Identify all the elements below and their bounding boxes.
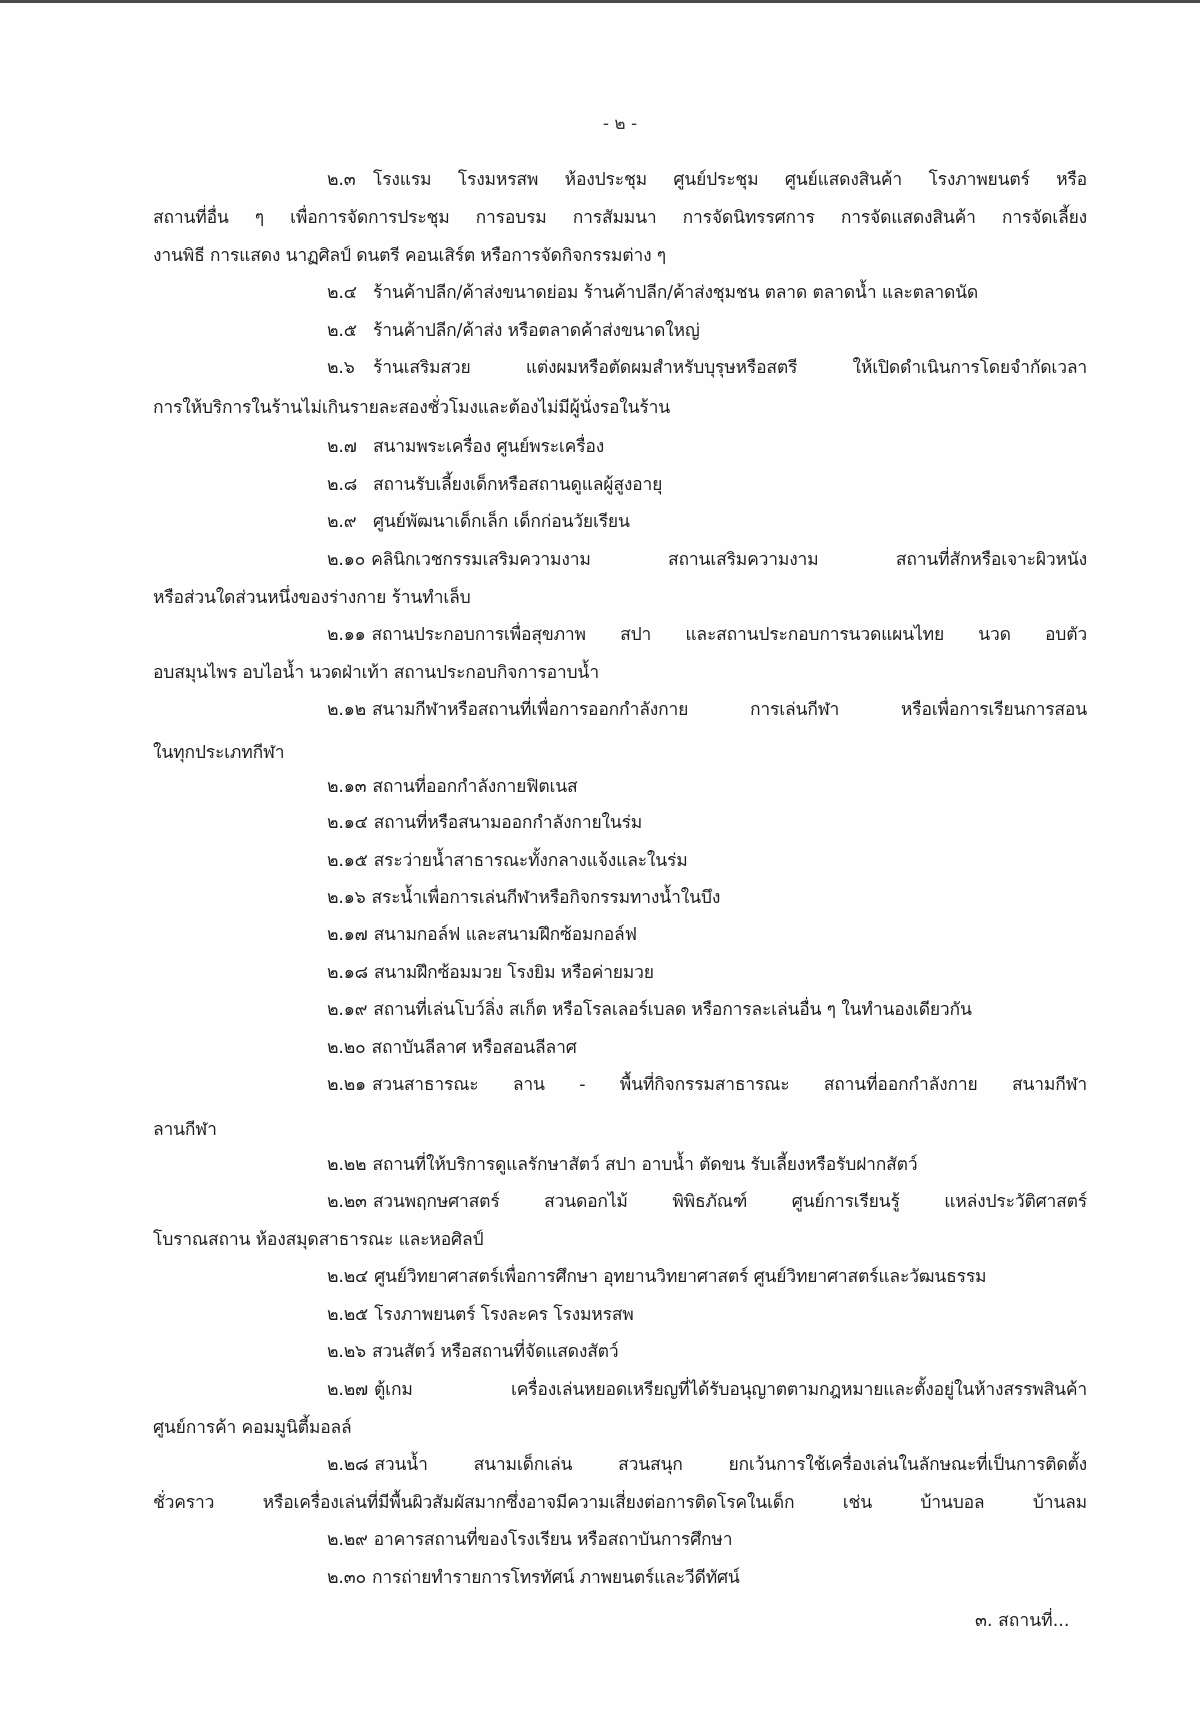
item-2-3-line-2: สถานที่อื่น ๆ เพื่อการจัดการประชุม การอบรม การสัมมนา การจัดนิทรรศการ การจัดแสดงสินค้า การจัดเลี้ยง (153, 208, 1087, 228)
item-text: ตู้เกม เครื่องเล่นหยอดเหรียญที่ได้รับอนุญาตตามกฎหมายและตั้งอยู่ในห้างสรรพสินค้า (374, 1380, 1087, 1400)
item-2-30 (327, 1566, 740, 1590)
item-text: สระว่ายน้ำสาธารณะทั้งกลางแจ้งและในร่ม (373, 851, 688, 871)
item-number: ๒.๒๙ (327, 1530, 368, 1550)
item-text: สถาบันลีลาศ หรือสอนลีลาศ (371, 1038, 577, 1058)
item-2-25 (327, 1303, 634, 1327)
item-text: ศูนย์พัฒนาเด็กเล็ก เด็กก่อนวัยเรียน (373, 512, 630, 532)
item-text: อาคารสถานที่ของโรงเรียน หรือสถาบันการศึกษา (373, 1530, 733, 1550)
item-2-4 (327, 281, 978, 305)
item-2-12-line-2: ในทุกประเภทกีฬา (153, 743, 285, 763)
item-2-7 (327, 435, 604, 459)
item-2-10-line-2: หรือส่วนใดส่วนหนึ่งของร่างกาย ร้านทำเล็บ (153, 588, 471, 608)
item-text: สนามกอล์ฟ และสนามฝึกซ้อมกอล์ฟ (373, 925, 637, 945)
item-number: ๒.๒๒ (327, 1155, 367, 1175)
item-2-6-line-2: การให้บริการในร้านไม่เกินรายละสองชั่วโมงและต้องไม่มีผู้นั่งรอในร้าน (153, 398, 670, 418)
item-2-18 (327, 961, 654, 985)
item-text: สนามฝึกซ้อมมวย โรงยิม หรือค่ายมวย (373, 963, 654, 983)
item-number: ๒.๑๘ (327, 963, 368, 983)
item-2-26 (327, 1340, 618, 1364)
item-text: สถานที่ให้บริการดูแลรักษาสัตว์ สปา อาบน้ำ ตัดขน รับเลี้ยงหรือรับฝากสัตว์ (372, 1155, 918, 1175)
item-number: ๒.๑๗ (327, 925, 368, 945)
item-2-12-line-1 (327, 698, 1087, 722)
item-2-5 (327, 319, 700, 343)
item-2-22 (327, 1153, 917, 1177)
item-text: สวนสัตว์ หรือสถานที่จัดแสดงสัตว์ (371, 1342, 619, 1362)
item-2-13 (327, 775, 578, 799)
item-number: ๒.๙ (327, 512, 357, 532)
item-text: สนามกีฬาหรือสถานที่เพื่อการออกกำลังกาย การเล่นกีฬา หรือเพื่อการเรียนการสอน (371, 700, 1087, 720)
item-text: สวนน้ำ สนามเด็กเล่น สวนสนุก ยกเว้นการใช้เครื่องเล่นในลักษณะที่เป็นการติดตั้ง (374, 1455, 1087, 1475)
item-number: ๒.๓๐ (327, 1568, 366, 1588)
item-number: ๒.๓ (327, 170, 356, 190)
item-number: ๒.๗ (327, 437, 357, 457)
item-2-8 (327, 473, 662, 497)
item-2-15 (327, 849, 688, 873)
item-number: ๒.๑๒ (327, 700, 366, 720)
item-text: ร้านเสริมสวย แต่งผมหรือตัดผมสำหรับบุรุษหรือสตรี ให้เปิดดำเนินการโดยจำกัดเวลา (373, 358, 1087, 378)
next-page-marker: ๓. สถานที่... (975, 1611, 1070, 1631)
item-2-3-line-1 (327, 168, 1087, 192)
item-2-24 (327, 1265, 986, 1289)
item-text: การถ่ายทำรายการโทรทัศน์ ภาพยนตร์และวีดีทัศน์ (371, 1568, 740, 1588)
item-text: ศูนย์วิทยาศาสตร์เพื่อการศึกษา อุทยานวิทยาศาสตร์ ศูนย์วิทยาศาสตร์และวัฒนธรรม (374, 1267, 987, 1287)
item-text: สระน้ำเพื่อการเล่นกีฬาหรือกิจกรรมทางน้ำในบึง (371, 888, 721, 908)
item-2-28-line-2: ชั่วคราว หรือเครื่องเล่นที่มีพื้นผิวสัมผัสมากซึ่งอาจมีความเสี่ยงต่อการติดโรคในเด็ก เช่น บ้านบอล บ้านลม (153, 1493, 1087, 1513)
item-number: ๒.๒๐ (327, 1038, 366, 1058)
item-2-3-line-3: งานพิธี การแสดง นาฏศิลป์ ดนตรี คอนเสิร์ต หรือการจัดกิจกรรมต่าง ๆ (153, 246, 666, 266)
item-2-21-line-1 (327, 1073, 1087, 1097)
item-number: ๒.๒๑ (327, 1075, 366, 1095)
item-2-21-line-2: ลานกีฬา (153, 1120, 217, 1140)
item-number: ๒.๑๕ (327, 851, 368, 871)
item-number: ๒.๑๐ (327, 550, 366, 570)
item-2-28-line-1 (327, 1453, 1087, 1477)
item-2-17 (327, 923, 637, 947)
item-number: ๒.๘ (327, 475, 357, 495)
item-number: ๒.๒๓ (327, 1192, 367, 1212)
item-2-27-line-2: ศูนย์การค้า คอมมูนิตี้มอลล์ (153, 1418, 352, 1438)
item-2-23-line-2: โบราณสถาน ห้องสมุดสาธารณะ และหอศิลป์ (153, 1230, 484, 1250)
item-text: สถานที่เล่นโบว์ลิ่ง สเก็ต หรือโรลเลอร์เบลด หรือการละเล่นอื่น ๆ ในทำนองเดียวกัน (373, 1000, 972, 1020)
item-2-29 (327, 1528, 732, 1552)
item-number: ๒.๑๑ (327, 625, 366, 645)
item-text: สถานที่ออกกำลังกายฟิตเนส (372, 777, 578, 797)
item-2-27-line-1 (327, 1378, 1087, 1402)
item-text: โรงแรม โรงมหรสพ ห้องประชุม ศูนย์ประชุม ศูนย์แสดงสินค้า โรงภาพยนตร์ หรือ (373, 170, 1087, 190)
page-number: - ๒ - (602, 114, 638, 134)
item-number: ๒.๒๔ (327, 1267, 369, 1287)
item-text: ร้านค้าปลีก/ค้าส่งขนาดย่อม ร้านค้าปลีก/ค้าส่งชุมชน ตลาด ตลาดน้ำ และตลาดนัด (373, 283, 979, 303)
item-text: ร้านค้าปลีก/ค้าส่ง หรือตลาดค้าส่งขนาดใหญ่ (373, 321, 700, 341)
item-number: ๒.๒๕ (327, 1305, 369, 1325)
item-2-6-line-1 (327, 356, 1087, 380)
item-2-11-line-1 (327, 623, 1087, 647)
item-text: คลินิกเวชกรรมเสริมความงาม สถานเสริมความงาม สถานที่สักหรือเจาะผิวหนัง (371, 550, 1087, 570)
item-number: ๒.๔ (327, 283, 357, 303)
item-text: สวนพฤกษศาสตร์ สวนดอกไม้ พิพิธภัณฑ์ ศูนย์การเรียนรู้ แหล่งประวัติศาสตร์ (372, 1192, 1087, 1212)
item-2-19 (327, 998, 972, 1022)
item-text: สถานที่หรือสนามออกกำลังกายในร่ม (373, 813, 643, 833)
item-number: ๒.๑๖ (327, 888, 366, 908)
item-number: ๒.๒๗ (327, 1380, 368, 1400)
item-number: ๒.๕ (327, 321, 357, 341)
item-2-16 (327, 886, 720, 910)
item-number: ๒.๖ (327, 358, 355, 378)
item-text: สถานประกอบการเพื่อสุขภาพ สปา และสถานประกอบการนวดแผนไทย นวด อบตัว (371, 625, 1087, 645)
item-2-23-line-1 (327, 1190, 1087, 1214)
item-number: ๒.๑๙ (327, 1000, 368, 1020)
item-text: สถานรับเลี้ยงเด็กหรือสถานดูแลผู้สูงอายุ (373, 475, 663, 495)
item-2-20 (327, 1036, 577, 1060)
item-number: ๒.๑๔ (327, 813, 368, 833)
item-2-10-line-1 (327, 548, 1087, 572)
item-2-14 (327, 811, 642, 835)
item-number: ๒.๑๓ (327, 777, 367, 797)
item-text: สนามพระเครื่อง ศูนย์พระเครื่อง (373, 437, 605, 457)
item-2-9 (327, 510, 630, 534)
item-number: ๒.๒๘ (327, 1455, 369, 1475)
item-text: โรงภาพยนตร์ โรงละคร โรงมหรสพ (374, 1305, 634, 1325)
item-2-11-line-2: อบสมุนไพร อบไอน้ำ นวดฝ่าเท้า สถานประกอบกิจการอาบน้ำ (153, 663, 600, 683)
item-text: สวนสาธารณะ ลาน - พื้นที่กิจกรรมสาธารณะ สถานที่ออกกำลังกาย สนามกีฬา (371, 1075, 1087, 1095)
item-number: ๒.๒๖ (327, 1342, 366, 1362)
